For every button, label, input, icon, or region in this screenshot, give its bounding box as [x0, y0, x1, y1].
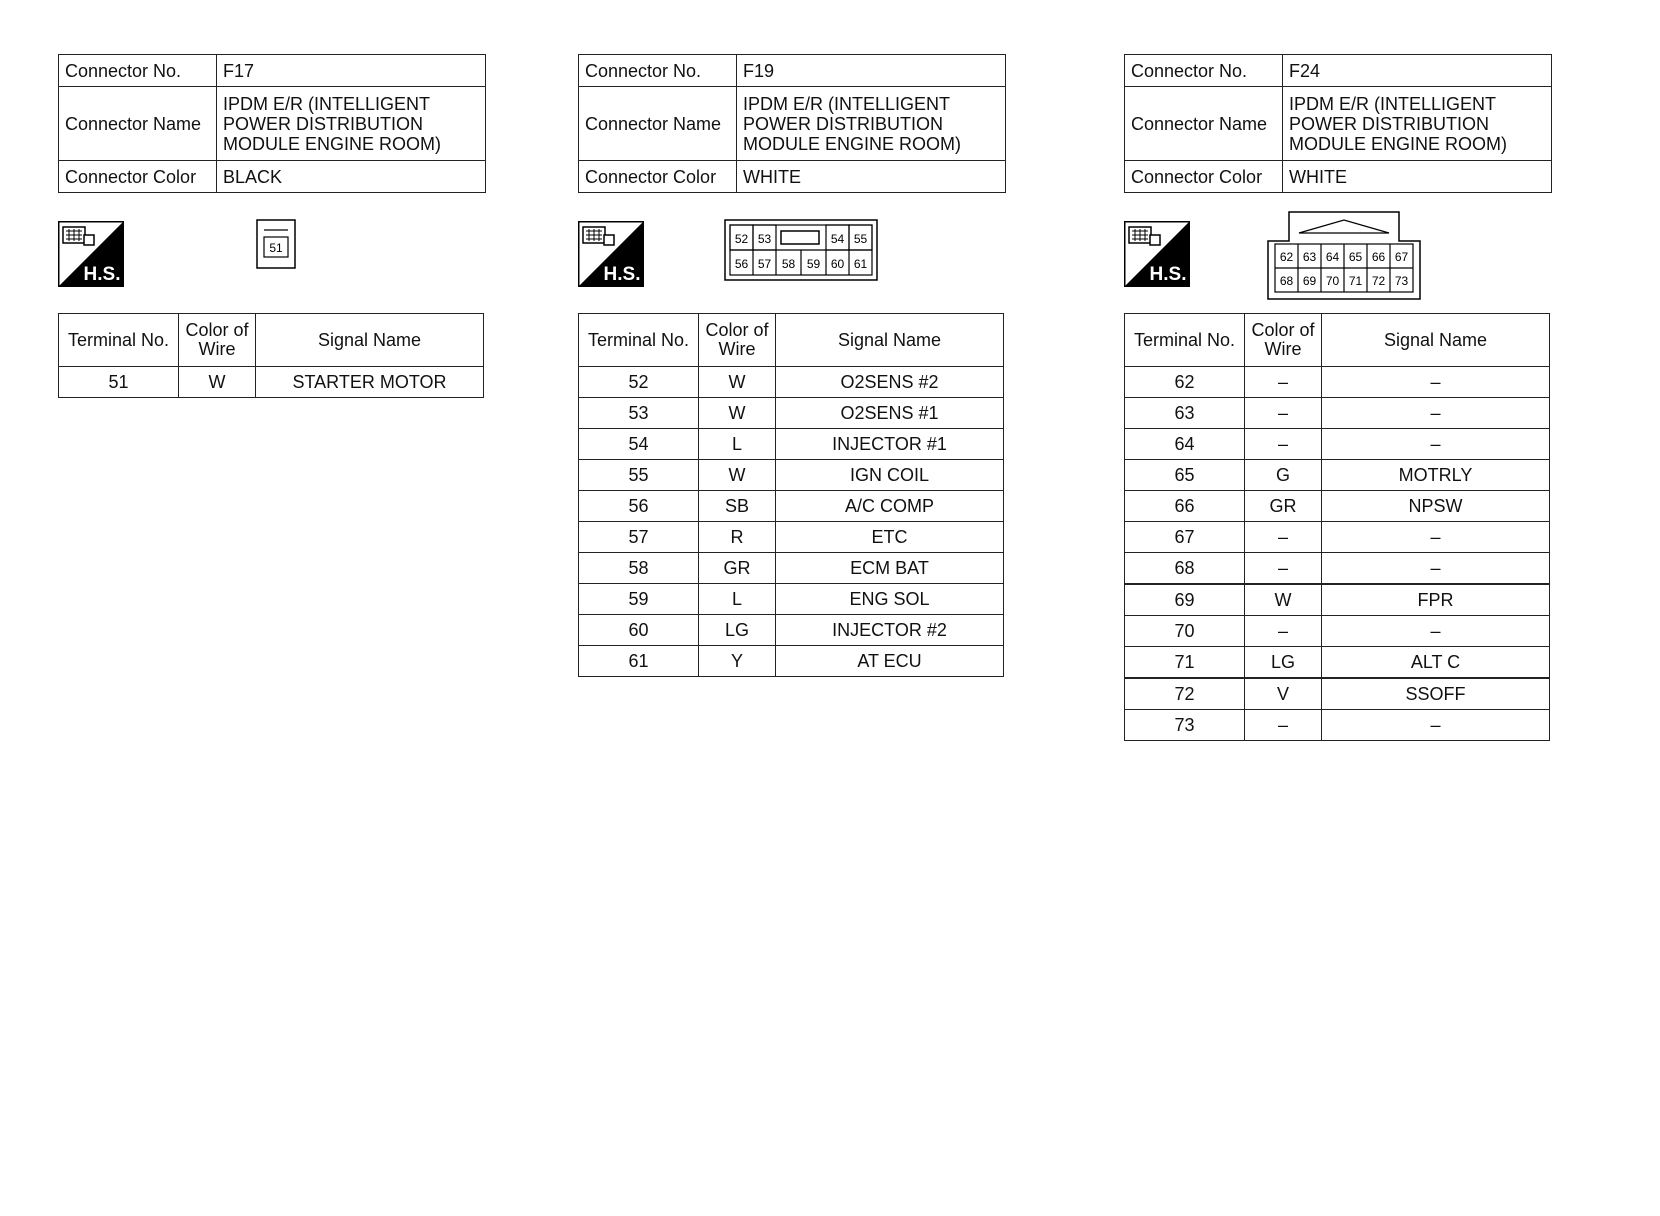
table-row: [579, 398, 1004, 429]
table-row: [1125, 367, 1550, 398]
connector-color-value: WHITE: [737, 161, 1006, 193]
table-row: [1125, 398, 1550, 429]
connector-name-label: Connector Name: [59, 87, 217, 161]
pin-label: 63: [1302, 250, 1317, 264]
signal-name: A/C COMP: [776, 491, 1004, 522]
table-row: [579, 615, 1004, 646]
terminal-no: 52: [579, 367, 699, 398]
connector-name-label: Connector Name: [579, 87, 737, 161]
table-row: [1125, 584, 1550, 616]
connector-name-value: [217, 87, 486, 161]
wire-color: GR: [699, 553, 776, 584]
pin-label: 54: [830, 232, 845, 246]
connector-color-label: Connector Color: [1125, 161, 1283, 193]
wire-color: –: [1245, 367, 1322, 398]
table-row: [579, 553, 1004, 584]
terminal-table: [1124, 313, 1550, 741]
signal-name-header: Signal Name: [256, 314, 484, 367]
table-row: [1125, 429, 1550, 460]
signal-name: SSOFF: [1322, 678, 1550, 710]
terminal-no: 70: [1125, 616, 1245, 647]
terminal-no: 54: [579, 429, 699, 460]
signal-name: O2SENS #2: [776, 367, 1004, 398]
connector-no-value: F24: [1283, 55, 1552, 87]
connector-info-table: [1124, 54, 1552, 193]
signal-name: STARTER MOTOR: [256, 367, 484, 398]
pin-label: 70: [1325, 274, 1340, 288]
signal-name: FPR: [1322, 584, 1550, 616]
connector-diagram-area: [578, 193, 1008, 313]
wire-color: –: [1245, 522, 1322, 553]
terminal-no: 55: [579, 460, 699, 491]
signal-name: AT ECU: [776, 646, 1004, 677]
terminal-no: 59: [579, 584, 699, 615]
terminal-no: 69: [1125, 584, 1245, 616]
wire-color: –: [1245, 553, 1322, 585]
signal-name: INJECTOR #1: [776, 429, 1004, 460]
pin-label: 58: [781, 257, 796, 271]
terminal-table: [58, 313, 484, 398]
terminal-no: 61: [579, 646, 699, 677]
connector-color-value: BLACK: [217, 161, 486, 193]
pin-label: 69: [1302, 274, 1317, 288]
connector-color-label: Connector Color: [579, 161, 737, 193]
hs-badge-text: H.S.: [1149, 264, 1187, 285]
wire-color-header: Color of Wire: [699, 314, 776, 367]
hs-badge-text: H.S.: [83, 264, 121, 285]
terminal-no: 65: [1125, 460, 1245, 491]
signal-name-header: Signal Name: [1322, 314, 1550, 367]
terminal-no: 63: [1125, 398, 1245, 429]
pin-label: 56: [734, 257, 749, 271]
signal-name: INJECTOR #2: [776, 615, 1004, 646]
table-row: [1125, 678, 1550, 710]
terminal-no: 71: [1125, 647, 1245, 679]
wire-color: SB: [699, 491, 776, 522]
terminal-no: 62: [1125, 367, 1245, 398]
table-row: [579, 429, 1004, 460]
connector-no-value: F19: [737, 55, 1006, 87]
terminal-no: 51: [59, 367, 179, 398]
connector-name-line: MODULE ENGINE ROOM): [223, 133, 442, 154]
connector-face-icon: [256, 219, 298, 271]
terminal-no: 73: [1125, 710, 1245, 741]
connector-name-label: Connector Name: [1125, 87, 1283, 161]
wire-color: –: [1245, 616, 1322, 647]
pin-label: 61: [853, 257, 868, 271]
pin-label: 62: [1279, 250, 1294, 264]
connector-no-value: F17: [217, 55, 486, 87]
signal-name: –: [1322, 616, 1550, 647]
table-row: [1125, 647, 1550, 679]
signal-name: –: [1322, 398, 1550, 429]
connector-diagram-area: [1124, 193, 1554, 313]
table-row: [579, 491, 1004, 522]
connector-no-label: Connector No.: [579, 55, 737, 87]
connector-name-line: IPDM E/R (INTELLIGENT: [743, 93, 951, 114]
terminal-no: 64: [1125, 429, 1245, 460]
wire-color: Y: [699, 646, 776, 677]
connector-name-value: [1283, 87, 1552, 161]
terminal-no: 72: [1125, 678, 1245, 710]
hs-badge-icon: [578, 221, 644, 287]
terminal-no: 66: [1125, 491, 1245, 522]
pin-label: 64: [1325, 250, 1340, 264]
wire-color: R: [699, 522, 776, 553]
table-row: [1125, 522, 1550, 553]
connector-name-line: POWER DISTRIBUTION: [223, 113, 424, 134]
connector-name-line: POWER DISTRIBUTION: [743, 113, 944, 134]
signal-name: MOTRLY: [1322, 460, 1550, 491]
signal-name: O2SENS #1: [776, 398, 1004, 429]
connector-block-f19: [578, 54, 1008, 677]
wire-color: –: [1245, 710, 1322, 741]
terminal-no: 53: [579, 398, 699, 429]
terminal-no: 58: [579, 553, 699, 584]
signal-name: ALT C: [1322, 647, 1550, 679]
terminal-no: 67: [1125, 522, 1245, 553]
connector-face-icon: [1267, 211, 1423, 301]
pin-label: 55: [853, 232, 868, 246]
wire-color: LG: [1245, 647, 1322, 679]
connector-no-label: Connector No.: [59, 55, 217, 87]
pin-label: 51: [269, 241, 283, 255]
terminal-no: 68: [1125, 553, 1245, 585]
terminal-table: [578, 313, 1004, 677]
table-row: [1125, 710, 1550, 741]
table-row: [1125, 616, 1550, 647]
pin-label: 72: [1371, 274, 1386, 288]
table-row: [579, 584, 1004, 615]
signal-name: NPSW: [1322, 491, 1550, 522]
signal-name-header: Signal Name: [776, 314, 1004, 367]
signal-name: ENG SOL: [776, 584, 1004, 615]
wire-color: G: [1245, 460, 1322, 491]
connector-name-line: IPDM E/R (INTELLIGENT: [223, 93, 431, 114]
wire-color: LG: [699, 615, 776, 646]
signal-name: –: [1322, 522, 1550, 553]
signal-name: IGN COIL: [776, 460, 1004, 491]
connector-block-f24: [1124, 54, 1554, 741]
terminal-no: 60: [579, 615, 699, 646]
wire-color: W: [699, 367, 776, 398]
wire-color: L: [699, 584, 776, 615]
wire-color: –: [1245, 398, 1322, 429]
pin-label: 52: [734, 232, 749, 246]
pin-label: 59: [806, 257, 821, 271]
wire-color: V: [1245, 678, 1322, 710]
pin-label: 66: [1371, 250, 1386, 264]
connector-block-f17: [58, 54, 488, 398]
wire-color: L: [699, 429, 776, 460]
pin-label: 71: [1348, 274, 1363, 288]
signal-name: ECM BAT: [776, 553, 1004, 584]
pin-label: 57: [757, 257, 772, 271]
pin-label: 67: [1394, 250, 1409, 264]
pin-label: 68: [1279, 274, 1294, 288]
table-row: [579, 367, 1004, 398]
pin-label: 60: [830, 257, 845, 271]
pin-label: 53: [757, 232, 772, 246]
pin-label: 65: [1348, 250, 1363, 264]
terminal-no-header: Terminal No.: [579, 314, 699, 367]
terminal-no: 57: [579, 522, 699, 553]
connector-info-table: [578, 54, 1006, 193]
hs-badge-text: H.S.: [603, 264, 641, 285]
connector-name-line: POWER DISTRIBUTION: [1289, 113, 1490, 134]
table-row: [579, 460, 1004, 491]
wire-color: W: [1245, 584, 1322, 616]
terminal-no: 56: [579, 491, 699, 522]
connector-name-line: MODULE ENGINE ROOM): [1289, 133, 1508, 154]
connector-face-icon: [724, 219, 880, 283]
signal-name: –: [1322, 710, 1550, 741]
wire-color-header: Color of Wire: [179, 314, 256, 367]
table-row: [1125, 553, 1550, 585]
hs-badge-icon: [1124, 221, 1190, 287]
table-row: [1125, 491, 1550, 522]
connector-no-label: Connector No.: [1125, 55, 1283, 87]
connector-name-line: MODULE ENGINE ROOM): [743, 133, 962, 154]
terminal-no-header: Terminal No.: [59, 314, 179, 367]
table-row: [1125, 460, 1550, 491]
signal-name: ETC: [776, 522, 1004, 553]
wire-color-header: Color of Wire: [1245, 314, 1322, 367]
connector-info-table: [58, 54, 486, 193]
signal-name: –: [1322, 429, 1550, 460]
connector-name-line: IPDM E/R (INTELLIGENT: [1289, 93, 1497, 114]
pin-label: 73: [1394, 274, 1409, 288]
wire-color: –: [1245, 429, 1322, 460]
table-row: [579, 646, 1004, 677]
wire-color: GR: [1245, 491, 1322, 522]
hs-badge-icon: [58, 221, 124, 287]
connector-diagram-area: [58, 193, 488, 313]
terminal-no-header: Terminal No.: [1125, 314, 1245, 367]
signal-name: –: [1322, 553, 1550, 585]
connector-color-label: Connector Color: [59, 161, 217, 193]
wire-color: W: [179, 367, 256, 398]
connector-color-value: WHITE: [1283, 161, 1552, 193]
connector-name-value: [737, 87, 1006, 161]
wire-color: W: [699, 460, 776, 491]
wire-color: W: [699, 398, 776, 429]
table-row: [579, 522, 1004, 553]
signal-name: –: [1322, 367, 1550, 398]
table-row: [59, 367, 484, 398]
